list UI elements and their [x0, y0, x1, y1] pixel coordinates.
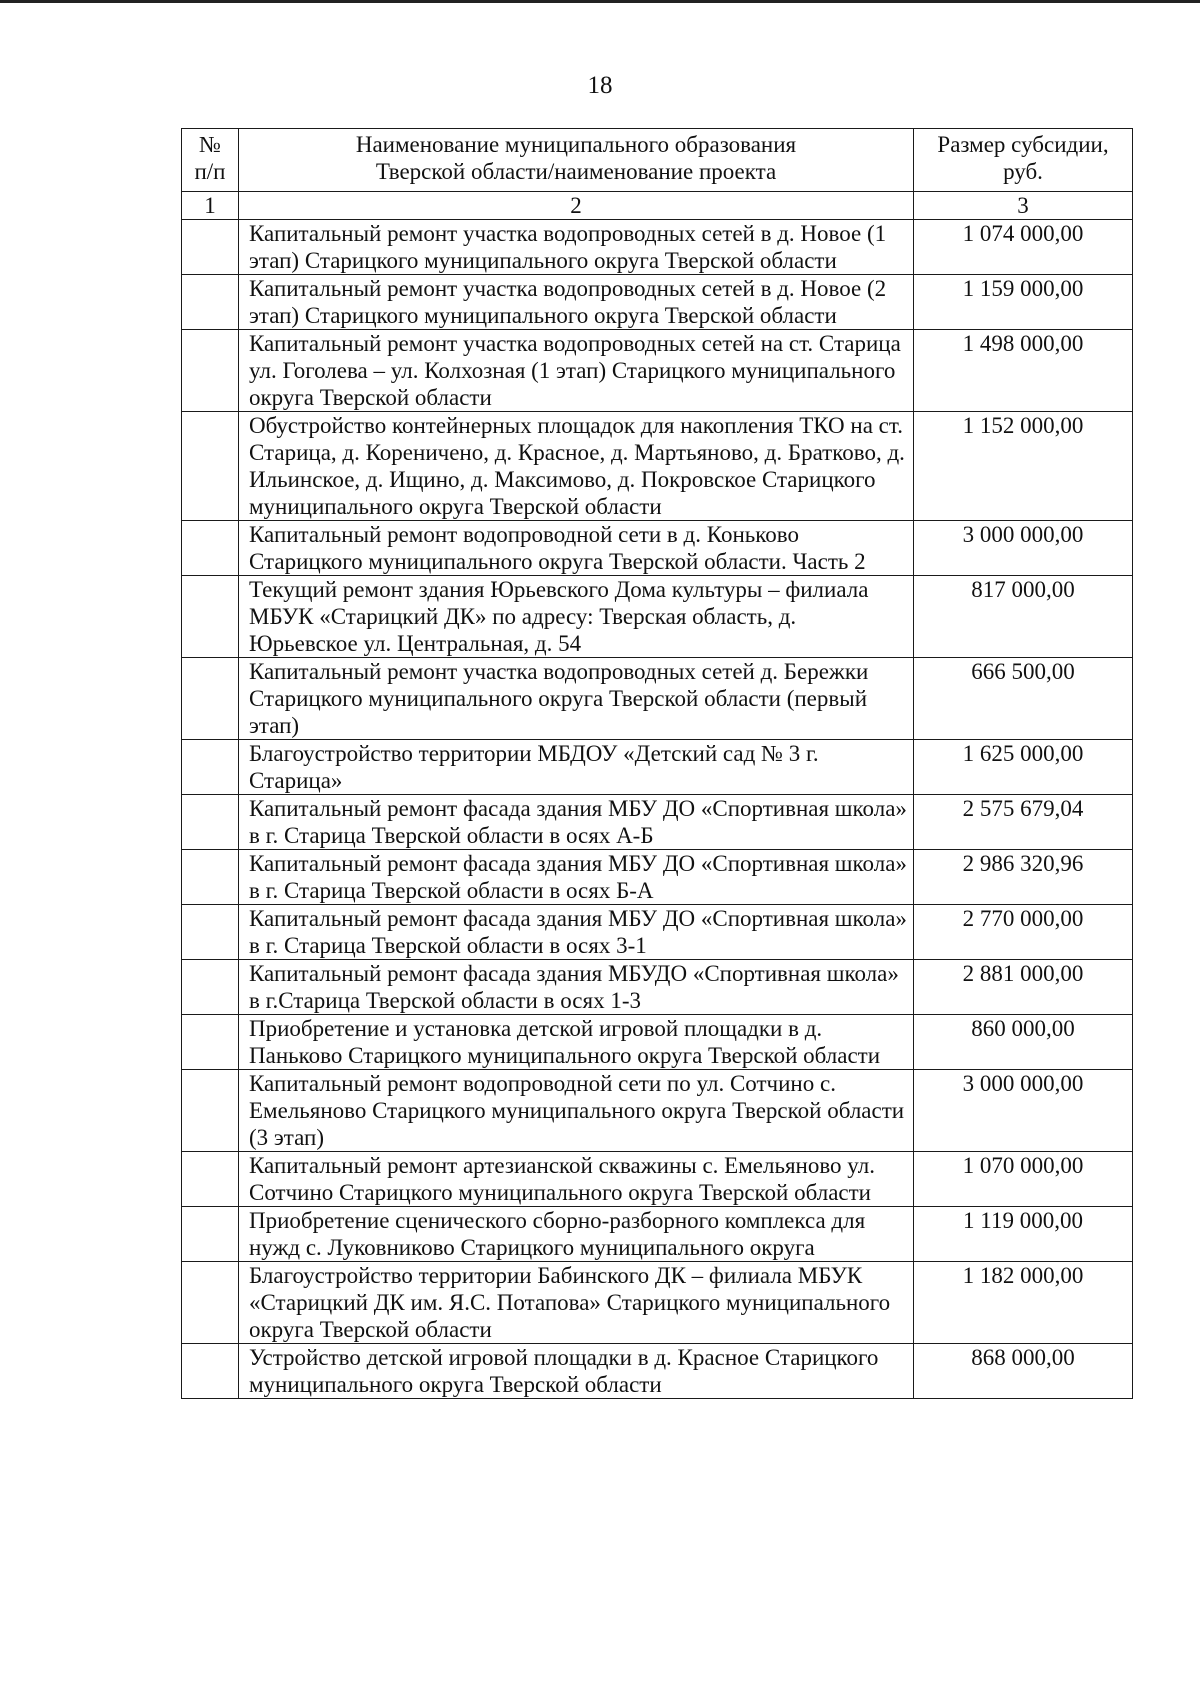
project-name: Капитальный ремонт водопроводной сети по ул. Сотчино с. Емельяново Старицкого муниципального округа Тверской области (3 этап): [239, 1070, 914, 1152]
subsidy-amount: 3 000 000,00: [914, 1070, 1133, 1152]
row-number-cell: [182, 1015, 239, 1070]
subsidy-amount: 1 625 000,00: [914, 740, 1133, 795]
table-row: [182, 412, 1133, 521]
table-row: [182, 330, 1133, 412]
project-name: Благоустройство территории Бабинского ДК – филиала МБУК «Старицкий ДК им. Я.С. Потапова» Старицкого муниципального округа Тверской области: [239, 1262, 914, 1344]
row-number-cell: [182, 658, 239, 740]
table-row: [182, 521, 1133, 576]
table-row: [182, 795, 1133, 850]
row-number-cell: [182, 1262, 239, 1344]
subsidy-amount: 1 152 000,00: [914, 412, 1133, 521]
subsidy-amount: 3 000 000,00: [914, 521, 1133, 576]
subsidy-amount: 2 881 000,00: [914, 960, 1133, 1015]
project-name: Текущий ремонт здания Юрьевского Дома культуры – филиала МБУК «Старицкий ДК» по адресу: Тверская область, д. Юрьевское ул. Центральная, д. 54: [239, 576, 914, 658]
column-index-2: 2: [239, 192, 914, 220]
table-row: [182, 220, 1133, 275]
subsidy-amount: 817 000,00: [914, 576, 1133, 658]
row-number-cell: [182, 412, 239, 521]
subsidy-amount: 1 498 000,00: [914, 330, 1133, 412]
project-name: Приобретение и установка детской игровой площадки в д. Паньково Старицкого муниципального округа Тверской области: [239, 1015, 914, 1070]
table-row: [182, 960, 1133, 1015]
table-row: [182, 275, 1133, 330]
row-number-cell: [182, 905, 239, 960]
row-number-cell: [182, 1344, 239, 1399]
subsidy-amount: 2 575 679,04: [914, 795, 1133, 850]
project-name: Капитальный ремонт участка водопроводных сетей д. Бережки Старицкого муниципального округа Тверской области (первый этап): [239, 658, 914, 740]
row-number-cell: [182, 1152, 239, 1207]
table-row: [182, 1070, 1133, 1152]
row-number-cell: [182, 740, 239, 795]
row-number-cell: [182, 1070, 239, 1152]
subsidy-amount: 1 182 000,00: [914, 1262, 1133, 1344]
project-name: Устройство детской игровой площадки в д. Красное Старицкого муниципального округа Тверской области: [239, 1344, 914, 1399]
table-body: [182, 220, 1133, 1399]
project-name: Капитальный ремонт участка водопроводных сетей в д. Новое (2 этап) Старицкого муниципального округа Тверской области: [239, 275, 914, 330]
row-number-cell: [182, 850, 239, 905]
header-amount-line2: руб.: [1003, 159, 1043, 184]
subsidy-amount: 868 000,00: [914, 1344, 1133, 1399]
header-name: [239, 129, 914, 192]
subsidy-amount: 1 159 000,00: [914, 275, 1133, 330]
table-row: [182, 1207, 1133, 1262]
table-row: [182, 740, 1133, 795]
project-name: Капитальный ремонт фасада здания МБУ ДО «Спортивная школа» в г. Старица Тверской области в осях 3-1: [239, 905, 914, 960]
project-name: Благоустройство территории МБДОУ «Детский сад № 3 г. Старица»: [239, 740, 914, 795]
project-name: Капитальный ремонт артезианской скважины с. Емельяново ул. Сотчино Старицкого муниципального округа Тверской области: [239, 1152, 914, 1207]
row-number-cell: [182, 275, 239, 330]
column-index-3: 3: [914, 192, 1133, 220]
project-name: Капитальный ремонт водопроводной сети в д. Коньково Старицкого муниципального округа Тверской области. Часть 2: [239, 521, 914, 576]
project-name: Капитальный ремонт фасада здания МБУ ДО «Спортивная школа» в г. Старица Тверской области в осях Б-А: [239, 850, 914, 905]
header-amount: [914, 129, 1133, 192]
project-name: Капитальный ремонт фасада здания МБУДО «Спортивная школа» в г.Старица Тверской области в осях 1-3: [239, 960, 914, 1015]
page-number: 18: [587, 72, 613, 99]
table-row: [182, 658, 1133, 740]
project-name: Капитальный ремонт фасада здания МБУ ДО «Спортивная школа» в г. Старица Тверской области в осях А-Б: [239, 795, 914, 850]
header-number-line1: №: [199, 132, 221, 157]
table-row: [182, 850, 1133, 905]
row-number-cell: [182, 330, 239, 412]
subsidy-amount: 666 500,00: [914, 658, 1133, 740]
table-row: [182, 1015, 1133, 1070]
header-amount-line1: Размер субсидии,: [937, 132, 1109, 157]
table-header-row: [182, 129, 1133, 192]
subsidy-amount: 2 770 000,00: [914, 905, 1133, 960]
table-row: [182, 1152, 1133, 1207]
top-border-line: [0, 0, 1200, 3]
header-name-line2: Тверской области/наименование проекта: [375, 159, 777, 184]
row-number-cell: [182, 220, 239, 275]
project-name: Приобретение сценического сборно-разборного комплекса для нужд с. Луковниково Старицкого муниципального округа: [239, 1207, 914, 1262]
project-name: Капитальный ремонт участка водопроводных сетей на ст. Старица ул. Гоголева – ул. Колхозная (1 этап) Старицкого муниципального округа Тверской области: [239, 330, 914, 412]
subsidy-table: [181, 128, 1133, 1399]
row-number-cell: [182, 576, 239, 658]
row-number-cell: [182, 795, 239, 850]
subsidy-amount: 1 070 000,00: [914, 1152, 1133, 1207]
row-number-cell: [182, 521, 239, 576]
header-name-line1: Наименование муниципального образования: [355, 132, 797, 157]
table-row: [182, 905, 1133, 960]
row-number-cell: [182, 960, 239, 1015]
column-index-1: 1: [182, 192, 239, 220]
header-number-line2: п/п: [194, 159, 226, 184]
subsidy-amount: 1 074 000,00: [914, 220, 1133, 275]
column-index-row: [182, 192, 1133, 220]
subsidy-amount: 1 119 000,00: [914, 1207, 1133, 1262]
header-number: [182, 129, 239, 192]
table-row: [182, 1262, 1133, 1344]
subsidy-amount: 2 986 320,96: [914, 850, 1133, 905]
project-name: Капитальный ремонт участка водопроводных сетей в д. Новое (1 этап) Старицкого муниципального округа Тверской области: [239, 220, 914, 275]
row-number-cell: [182, 1207, 239, 1262]
table-row: [182, 1344, 1133, 1399]
project-name: Обустройство контейнерных площадок для накопления ТКО на ст. Старица, д. Кореничено, д. Красное, д. Мартьяново, д. Братково, д. Ильинское, д. Ищино, д. Максимово, д. Покровское Старицкого муниципального округа Тверской области: [239, 412, 914, 521]
subsidy-amount: 860 000,00: [914, 1015, 1133, 1070]
table-row: [182, 576, 1133, 658]
